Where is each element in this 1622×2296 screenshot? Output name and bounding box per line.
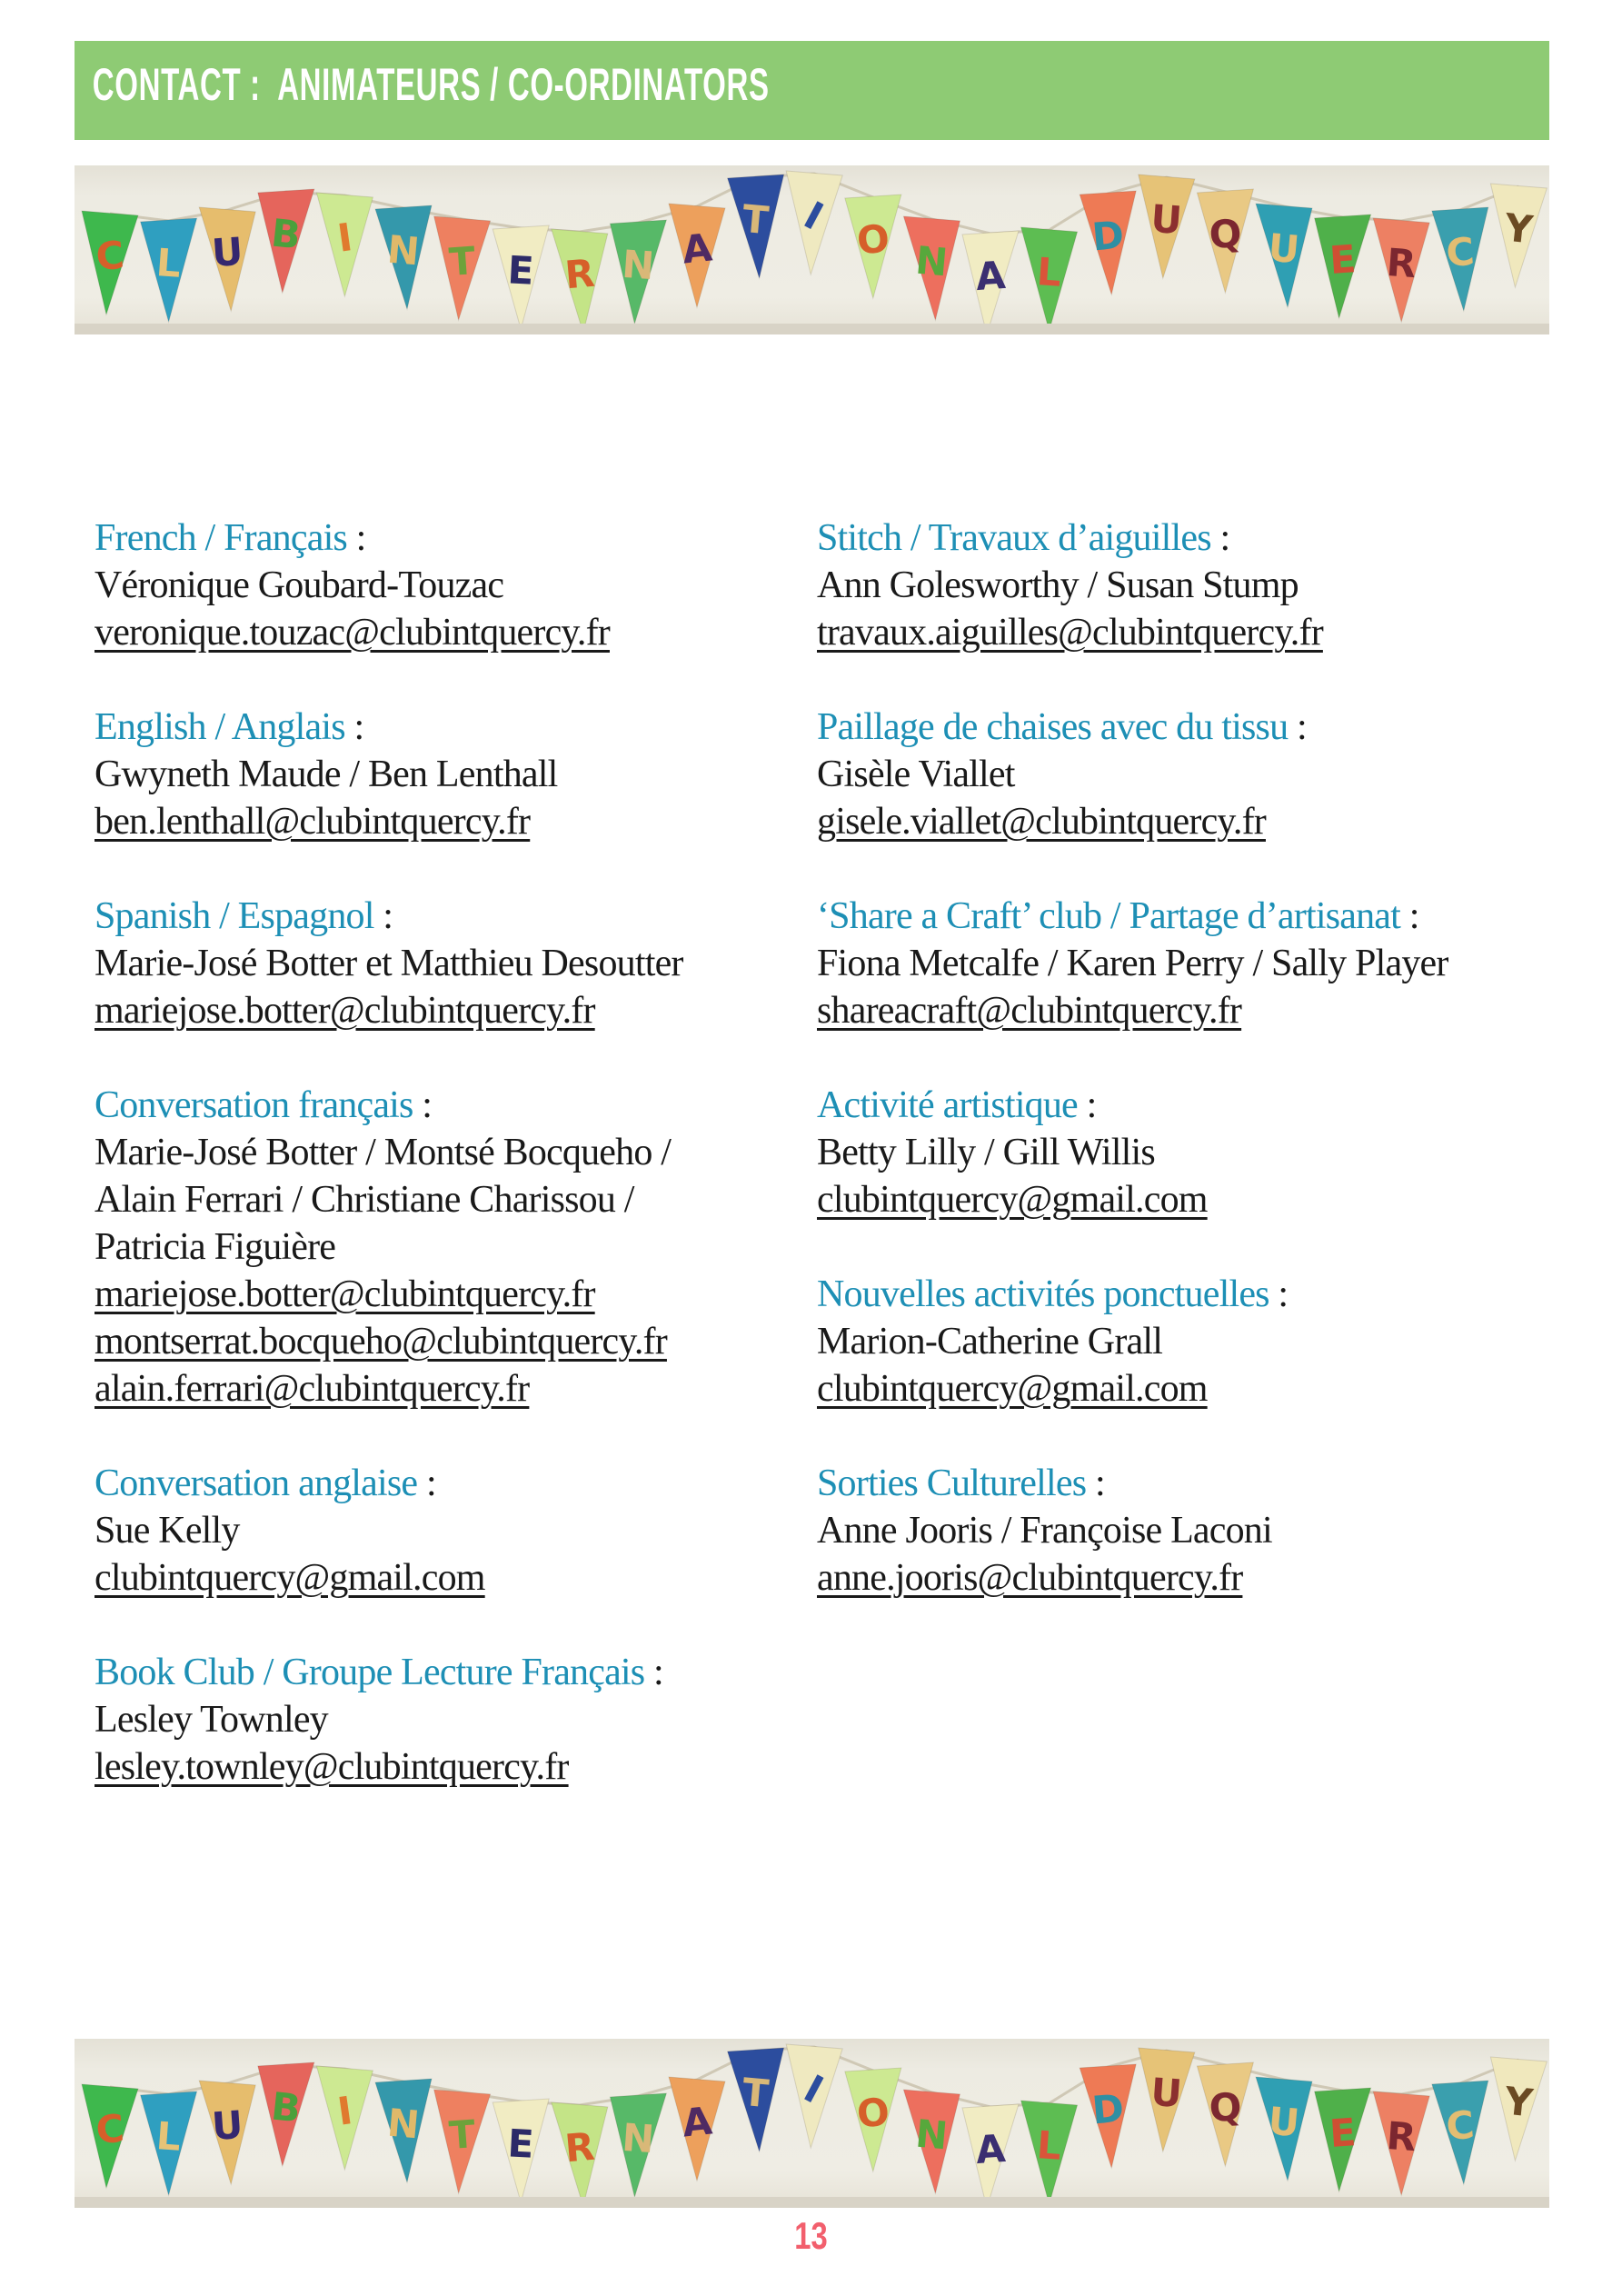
- contact-block: [95, 704, 812, 845]
- contact-heading-label: Paillage de chaises avec du tissu: [817, 706, 1289, 748]
- contact-heading-colon: :: [1288, 706, 1307, 748]
- contact-heading-label: Activité artistique: [817, 1084, 1078, 1126]
- contact-block: [817, 893, 1571, 1034]
- pennant-letter: C: [1444, 2101, 1477, 2150]
- contact-heading-colon: :: [1269, 1273, 1289, 1315]
- pennant-letter: C: [94, 232, 126, 280]
- pennant-letter: I: [797, 193, 831, 239]
- pennant-letter: N: [621, 2114, 656, 2162]
- bunting-photo-bottom: [75, 2039, 1549, 2208]
- pennant-letter: N: [913, 2111, 950, 2159]
- pennant-letter: E: [506, 247, 535, 294]
- contact-heading-label: Nouvelles activités ponctuelles: [817, 1273, 1269, 1315]
- contact-heading-label: Sorties Culturelles: [817, 1462, 1087, 1504]
- contact-email-link[interactable]: lesley.townley@clubintquercy.fr: [95, 1746, 569, 1788]
- pennant-letter: L: [1035, 2122, 1063, 2169]
- contact-email-link[interactable]: mariejose.botter@clubintquercy.fr: [95, 1273, 595, 1315]
- contact-heading: [817, 1271, 1571, 1318]
- pennant-letter: A: [680, 225, 714, 273]
- pennant-letter: I: [334, 2088, 355, 2134]
- pennant-letter: U: [210, 228, 245, 276]
- pennant-letter: R: [1385, 239, 1418, 287]
- pennant-letter: L: [154, 240, 183, 286]
- contact-block: [95, 893, 812, 1034]
- contact-person-names: Anne Jooris / Françoise Laconi: [817, 1510, 1272, 1552]
- pennant-letter: N: [913, 237, 950, 285]
- pennant-letter: R: [1385, 2112, 1418, 2161]
- contact-heading-label: Conversation anglaise: [95, 1462, 418, 1504]
- pennant-letter: L: [154, 2113, 183, 2160]
- contact-heading: [95, 1460, 812, 1507]
- contact-heading-label: Book Club / Groupe Lecture Français: [95, 1652, 645, 1693]
- pennant-letter: B: [269, 210, 304, 258]
- contact-email-link[interactable]: ben.lenthall@clubintquercy.fr: [95, 801, 531, 843]
- contact-block: [817, 1082, 1571, 1223]
- contact-block: [95, 1460, 812, 1602]
- pennant-letter: A: [680, 2098, 714, 2146]
- contact-heading-label: Conversation français: [95, 1084, 413, 1126]
- photo-edge-band: [75, 324, 1549, 334]
- contact-person-names: Marie-José Botter et Matthieu Desoutter: [95, 943, 683, 984]
- contact-heading: [817, 1082, 1571, 1129]
- pennant-letter: U: [210, 2101, 245, 2150]
- contact-heading-colon: :: [344, 706, 364, 748]
- contact-person-names: Gisèle Viallet: [817, 754, 1015, 795]
- pennant-letter: E: [1328, 236, 1358, 283]
- contact-person-names: Marion-Catherine Grall: [817, 1321, 1163, 1363]
- pennant-letter: B: [269, 2083, 304, 2131]
- contact-person-names: Fiona Metcalfe / Karen Perry / Sally Player: [817, 943, 1448, 984]
- pennant-letter: R: [562, 250, 597, 298]
- contact-heading-colon: :: [644, 1652, 663, 1693]
- pennant-letter: D: [1090, 212, 1126, 260]
- pennant-letter: I: [334, 215, 355, 261]
- bunting-svg: [75, 2039, 1549, 2208]
- pennant-letter: A: [974, 2125, 1008, 2173]
- contact-block: [817, 1271, 1571, 1413]
- pennant-letter: C: [1444, 228, 1477, 276]
- contact-email-link[interactable]: mariejose.botter@clubintquercy.fr: [95, 990, 595, 1032]
- contact-heading: [95, 514, 812, 562]
- contact-email-link[interactable]: shareacraft@clubintquercy.fr: [817, 990, 1242, 1032]
- page-title: CONTACT : ANIMATEURS / CO-ORDINATORS: [92, 58, 770, 110]
- contact-email-link[interactable]: anne.jooris@clubintquercy.fr: [817, 1557, 1243, 1599]
- pennant-letter: T: [741, 2069, 771, 2117]
- pennant-letter: U: [1266, 225, 1301, 273]
- pennant-letter: D: [1090, 2085, 1126, 2133]
- contact-heading-label: Spanish / Espagnol: [95, 895, 374, 937]
- contact-heading-colon: :: [1077, 1084, 1097, 1126]
- photo-edge-band: [75, 2197, 1549, 2208]
- pennant-letter: Q: [1207, 210, 1244, 258]
- contact-person-names: Véronique Goubard-Touzac: [95, 564, 504, 606]
- contact-block: [95, 1082, 812, 1413]
- contact-email-link[interactable]: veronique.touzac@clubintquercy.fr: [95, 612, 610, 654]
- contact-person-names: Marie-José Botter / Montsé Bocqueho /: [95, 1132, 672, 1173]
- contact-block: [817, 514, 1571, 656]
- contact-email-link[interactable]: clubintquercy@gmail.com: [817, 1368, 1208, 1410]
- contacts-column-left: [95, 514, 812, 1838]
- pennant-letter: T: [447, 238, 477, 285]
- pennant-letter: Q: [1207, 2083, 1244, 2131]
- pennant-letter: O: [855, 215, 891, 264]
- contact-heading: [817, 704, 1571, 751]
- contact-block: [817, 704, 1571, 845]
- contact-heading-colon: :: [417, 1462, 436, 1504]
- contact-heading-colon: :: [413, 1084, 433, 1126]
- pennant-letter: R: [562, 2123, 597, 2171]
- pennant-letter: O: [855, 2089, 891, 2137]
- contact-person-names: Betty Lilly / Gill Willis: [817, 1132, 1155, 1173]
- contact-heading: [817, 893, 1571, 940]
- contact-email-link[interactable]: gisele.viallet@clubintquercy.fr: [817, 801, 1266, 843]
- contact-email-link[interactable]: montserrat.bocqueho@clubintquercy.fr: [95, 1321, 667, 1363]
- contact-heading-label: English / Anglais: [95, 706, 345, 748]
- pennant-letter: T: [741, 195, 771, 244]
- pennant-letter: N: [385, 2100, 422, 2148]
- contact-heading-colon: :: [1210, 517, 1230, 559]
- contact-person-names: Lesley Townley: [95, 1699, 328, 1741]
- pennant-letter: T: [447, 2111, 477, 2158]
- contact-block: [95, 1649, 812, 1791]
- contact-email-link[interactable]: alain.ferrari@clubintquercy.fr: [95, 1368, 530, 1410]
- contact-heading-colon: :: [346, 517, 366, 559]
- contact-heading-colon: :: [1086, 1462, 1105, 1504]
- page-header: [75, 41, 1549, 140]
- contact-heading: [817, 1460, 1571, 1507]
- pennant-letter: U: [1149, 195, 1184, 244]
- contact-email-link[interactable]: clubintquercy@gmail.com: [95, 1557, 485, 1599]
- pennant-letter: U: [1149, 2069, 1184, 2117]
- pennant-letter: L: [1035, 249, 1063, 295]
- pennant-letter: U: [1266, 2098, 1301, 2146]
- contact-heading-colon: :: [1400, 895, 1419, 937]
- pennant-letter: C: [94, 2105, 126, 2153]
- pennant-letter: E: [506, 2121, 535, 2167]
- contact-heading: [95, 1649, 812, 1696]
- contact-heading: [817, 514, 1571, 562]
- contact-block: [817, 1460, 1571, 1602]
- contact-email-link[interactable]: clubintquercy@gmail.com: [817, 1179, 1208, 1221]
- contacts-column-right: [817, 514, 1571, 1649]
- contact-person-names: Patricia Figuière: [95, 1226, 336, 1268]
- contact-heading-colon: :: [373, 895, 393, 937]
- pennant-letter: E: [1328, 2110, 1358, 2156]
- contact-person-names: Gwyneth Maude / Ben Lenthall: [95, 754, 558, 795]
- contact-heading: [95, 1082, 812, 1129]
- contact-person-names: Alain Ferrari / Christiane Charissou /: [95, 1179, 634, 1221]
- contact-heading-label: ‘Share a Craft’ club / Partage d’artisanat: [817, 895, 1400, 937]
- contact-block: [95, 514, 812, 656]
- contact-email-link[interactable]: travaux.aiguilles@clubintquercy.fr: [817, 612, 1323, 654]
- pennant-letter: A: [974, 252, 1008, 300]
- pennant-letter: N: [621, 241, 656, 289]
- pennant-letter: N: [385, 226, 422, 275]
- contact-heading-label: Stitch / Travaux d’aiguilles: [817, 517, 1211, 559]
- contact-heading: [95, 704, 812, 751]
- page-number: 13: [794, 2214, 828, 2257]
- contact-heading-label: French / Français: [95, 517, 347, 559]
- bunting-photo-top: [75, 165, 1549, 334]
- contact-heading: [95, 893, 812, 940]
- contact-person-names: Ann Golesworthy / Susan Stump: [817, 564, 1299, 606]
- pennant-letter: Y: [1502, 2078, 1535, 2126]
- pennant-letter: Y: [1502, 205, 1535, 253]
- pennant-letter: I: [797, 2066, 831, 2112]
- bunting-svg: [75, 165, 1549, 334]
- contact-person-names: Sue Kelly: [95, 1510, 240, 1552]
